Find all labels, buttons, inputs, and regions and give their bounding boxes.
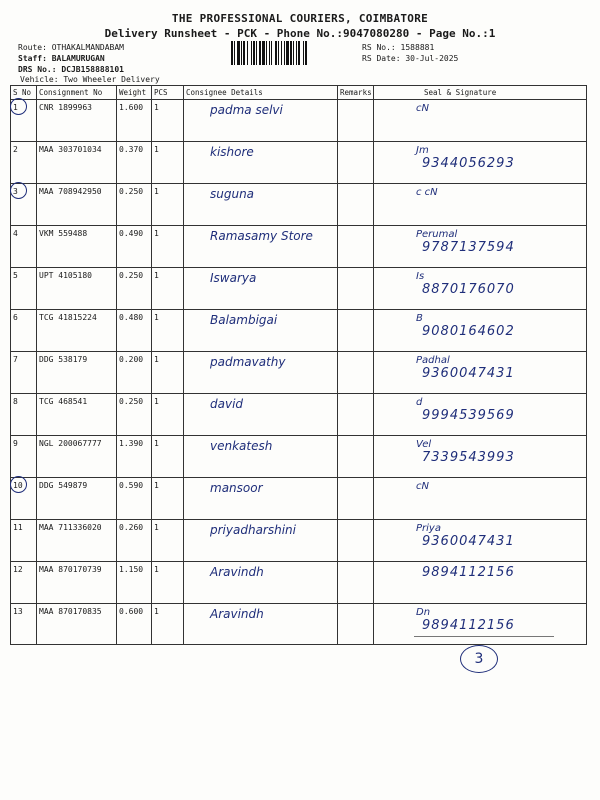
table-row — [11, 436, 587, 478]
col-header-sno: S No — [11, 86, 37, 100]
signature-cell — [374, 142, 587, 184]
pcs: 1 — [152, 310, 184, 352]
signature-cell — [374, 436, 587, 478]
serial-no — [11, 142, 37, 184]
receiver-phone: 9894112156 — [422, 618, 515, 633]
serial-no-text: 9 — [13, 439, 18, 448]
serial-no-text: 11 — [13, 523, 23, 532]
pcs: 1 — [152, 226, 184, 268]
serial-no-text: 2 — [13, 145, 18, 154]
staff-label: Staff: — [18, 54, 47, 63]
signature-cell — [374, 604, 587, 646]
consignment-no: DDG 549879 — [37, 478, 117, 520]
signature: cN — [416, 481, 429, 492]
table-row — [11, 142, 587, 184]
signature: cN — [416, 103, 429, 114]
receiver-phone: 9994539569 — [422, 408, 515, 423]
weight: 0.600 — [117, 604, 152, 646]
weight: 1.390 — [117, 436, 152, 478]
company-title: THE PROFESSIONAL COURIERS, COIMBATORE — [171, 12, 429, 25]
remarks-cell — [338, 268, 374, 310]
consignee-cell — [184, 478, 338, 520]
route-label: Route: — [18, 43, 47, 52]
table-row — [11, 100, 587, 142]
signature: d — [416, 397, 423, 408]
signature-cell — [374, 100, 587, 142]
weight: 0.260 — [117, 520, 152, 562]
remarks-cell — [338, 352, 374, 394]
col-header-remarks: Remarks — [338, 86, 374, 100]
consignee-name: Aravindh — [210, 607, 264, 621]
pcs: 1 — [152, 604, 184, 646]
consignment-no: NGL 200067777 — [37, 436, 117, 478]
consignee-cell — [184, 520, 338, 562]
remarks-cell — [338, 436, 374, 478]
remarks-cell — [338, 478, 374, 520]
receiver-phone: 9787137594 — [422, 240, 515, 255]
table-row — [11, 478, 587, 520]
signature: Padhal — [416, 355, 450, 366]
serial-no — [11, 562, 37, 604]
consignee-name: priyadharshini — [210, 523, 296, 537]
table-row — [11, 562, 587, 604]
circle-mark — [10, 98, 27, 115]
remarks-cell — [338, 184, 374, 226]
consignee-name: padma selvi — [210, 103, 283, 117]
signature-cell — [374, 562, 587, 604]
remarks-cell — [338, 520, 374, 562]
consignment-no: MAA 711336020 — [37, 520, 117, 562]
remarks-cell — [338, 142, 374, 184]
weight: 1.600 — [117, 100, 152, 142]
consignee-cell — [184, 142, 338, 184]
serial-no-text: 1 — [13, 103, 18, 112]
serial-no — [11, 184, 37, 226]
consignee-cell — [184, 226, 338, 268]
barcode — [231, 41, 353, 65]
signature: Vel — [416, 439, 432, 450]
signature-cell — [374, 310, 587, 352]
pcs: 1 — [152, 436, 184, 478]
route-line — [18, 42, 124, 53]
serial-no — [11, 604, 37, 646]
consignment-no: UPT 4105180 — [37, 268, 117, 310]
weight: 0.250 — [117, 394, 152, 436]
weight: 0.200 — [117, 352, 152, 394]
serial-no-text: 3 — [13, 187, 18, 196]
serial-no-text: 13 — [13, 607, 23, 616]
vehicle-label: Vehicle: — [20, 75, 59, 84]
consignee-name: kishore — [210, 145, 254, 159]
consignment-no: TCG 41815224 — [37, 310, 117, 352]
table-row — [11, 604, 587, 646]
end-line — [414, 636, 554, 637]
signature: Dn — [416, 607, 431, 618]
remarks-cell — [338, 100, 374, 142]
weight: 1.150 — [117, 562, 152, 604]
staff-value: BALAMURUGAN — [51, 54, 105, 63]
receiver-phone: 9344056293 — [422, 156, 515, 171]
serial-no-text: 5 — [13, 271, 18, 280]
col-header-consignee: Consignee Details — [184, 86, 338, 100]
table-row — [11, 310, 587, 352]
rs-date-label: RS Date: — [362, 54, 401, 63]
serial-no — [11, 520, 37, 562]
consignee-cell — [184, 310, 338, 352]
receiver-phone: 9360047431 — [422, 534, 515, 549]
drs-label: DRS No.: — [18, 65, 57, 74]
pcs: 1 — [152, 184, 184, 226]
signature-cell — [374, 268, 587, 310]
consignee-cell — [184, 268, 338, 310]
weight: 0.250 — [117, 268, 152, 310]
remarks-cell — [338, 226, 374, 268]
pcs: 1 — [152, 478, 184, 520]
receiver-phone: 8870176070 — [422, 282, 515, 297]
pcs: 1 — [152, 142, 184, 184]
serial-no-text: 10 — [13, 481, 23, 490]
rs-date-line — [362, 53, 458, 64]
consignment-no: VKM 559488 — [37, 226, 117, 268]
signature: Priya — [416, 523, 441, 534]
serial-no-text: 8 — [13, 397, 18, 406]
consignment-no: MAA 870170835 — [37, 604, 117, 646]
consignee-name: padmavathy — [210, 355, 286, 369]
weight: 0.250 — [117, 184, 152, 226]
receiver-phone: 9360047431 — [422, 366, 515, 381]
remarks-cell — [338, 394, 374, 436]
page-count-mark: 3 — [460, 645, 498, 673]
circle-mark — [10, 476, 27, 493]
rs-no-label: RS No.: — [362, 43, 396, 52]
table-bottom-line — [10, 644, 586, 645]
serial-no — [11, 100, 37, 142]
serial-no-text: 6 — [13, 313, 18, 322]
consignee-name: Aravindh — [210, 565, 264, 579]
consignee-cell — [184, 562, 338, 604]
table-row — [11, 184, 587, 226]
pcs: 1 — [152, 562, 184, 604]
consignment-no: TCG 468541 — [37, 394, 117, 436]
consignee-name: venkatesh — [210, 439, 273, 453]
serial-no — [11, 310, 37, 352]
signature: B — [416, 313, 423, 324]
consignment-no: MAA 870170739 — [37, 562, 117, 604]
consignee-name: mansoor — [210, 481, 263, 495]
serial-no-text: 12 — [13, 565, 23, 574]
pcs: 1 — [152, 268, 184, 310]
serial-no — [11, 226, 37, 268]
col-header-pcs: PCS — [152, 86, 184, 100]
route-value: OTHAKALMANDABAM — [51, 43, 124, 52]
serial-no — [11, 268, 37, 310]
signature-cell — [374, 226, 587, 268]
delivery-table — [10, 85, 587, 645]
signature-cell — [374, 478, 587, 520]
signature-cell — [374, 520, 587, 562]
serial-no-text: 7 — [13, 355, 18, 364]
col-header-signature: Seal & Signature — [374, 86, 587, 100]
consignee-cell — [184, 184, 338, 226]
col-header-consignment: Consignment No — [37, 86, 117, 100]
serial-no — [11, 352, 37, 394]
consignee-name: Ramasamy Store — [210, 229, 313, 243]
signature: Perumal — [416, 229, 458, 240]
consignee-name: suguna — [210, 187, 255, 201]
pcs: 1 — [152, 100, 184, 142]
vehicle-line — [20, 74, 160, 85]
table-row — [11, 226, 587, 268]
consignee-name: david — [210, 397, 244, 411]
drs-value: DCJB158888101 — [61, 65, 124, 74]
table-row — [11, 394, 587, 436]
runsheet-subtitle: Delivery Runsheet - PCK - Phone No.:9047080280 - Page No.:1 — [104, 27, 496, 40]
receiver-phone: 7339543993 — [422, 450, 515, 465]
serial-no — [11, 394, 37, 436]
pcs: 1 — [152, 352, 184, 394]
rs-no-line — [362, 42, 434, 53]
vehicle-value: Two Wheeler Delivery — [63, 75, 160, 84]
signature: Is — [416, 271, 425, 282]
consignment-no: MAA 708942950 — [37, 184, 117, 226]
consignee-cell — [184, 394, 338, 436]
signature: c cN — [416, 187, 438, 198]
serial-no-text: 4 — [13, 229, 18, 238]
rs-date-value: 30-Jul-2025 — [405, 54, 459, 63]
pcs: 1 — [152, 520, 184, 562]
circle-mark — [10, 182, 27, 199]
signature-cell — [374, 394, 587, 436]
serial-no — [11, 478, 37, 520]
signature: Jm — [416, 145, 429, 156]
consignee-name: Balambigai — [210, 313, 278, 327]
weight: 0.370 — [117, 142, 152, 184]
table-row — [11, 352, 587, 394]
signature-cell — [374, 352, 587, 394]
consignment-no: CNR 1899963 — [37, 100, 117, 142]
pcs: 1 — [152, 394, 184, 436]
consignee-cell — [184, 436, 338, 478]
weight: 0.480 — [117, 310, 152, 352]
consignment-no: DDG 538179 — [37, 352, 117, 394]
table-row — [11, 520, 587, 562]
consignee-cell — [184, 604, 338, 646]
receiver-phone: 9080164602 — [422, 324, 515, 339]
consignment-no: MAA 303701034 — [37, 142, 117, 184]
rs-no-value: 1588881 — [400, 43, 435, 52]
consignee-cell — [184, 352, 338, 394]
staff-line — [18, 53, 105, 64]
weight: 0.590 — [117, 478, 152, 520]
table-header-row — [11, 86, 587, 100]
remarks-cell — [338, 562, 374, 604]
weight: 0.490 — [117, 226, 152, 268]
table-row — [11, 268, 587, 310]
consignee-name: Iswarya — [210, 271, 257, 285]
remarks-cell — [338, 604, 374, 646]
remarks-cell — [338, 310, 374, 352]
consignee-cell — [184, 100, 338, 142]
serial-no — [11, 436, 37, 478]
signature-cell — [374, 184, 587, 226]
col-header-weight: Weight — [117, 86, 152, 100]
receiver-phone: 9894112156 — [422, 565, 515, 580]
